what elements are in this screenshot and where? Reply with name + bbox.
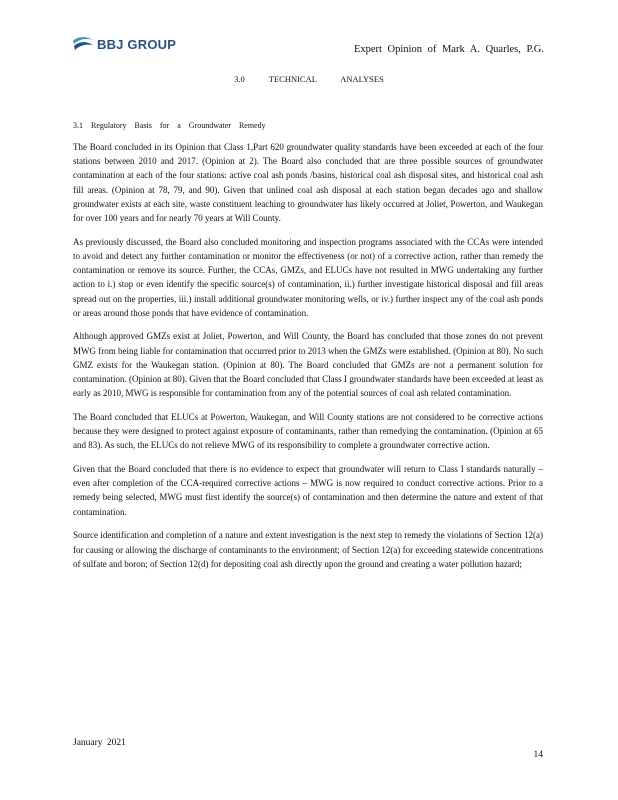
paragraph: Although approved GMZs exist at Joliet, Powerton, and Will County, the Board has concluded that those zones do not prevent MWG from being liable for contamination that occurred prior to 2013 when the GMZs were established. (Opinion at 80). No such GMZ exists for the Waukegan station. (Opinion at 80). The Board concluded that GMZs are not a permanent solution for contamination. (Opinion at 80). Given that the Board concluded that Class I groundwater standards have been exceeded at least as early as 2010, MWG is responsible for contamination from any of the potential sources of coal ash related contamination. <box>73 331 543 399</box>
paragraph: The Board concluded that ELUCs at Powerton, Waukegan, and Will County stations are not considered to be corrective actions because they were designed to protect against exposure of contaminants, rather than remedying the contamination. (Opinion at 65 and 83). As such, the ELUCs do not relieve MWG of its responsibility to complete a groundwater corrective action. <box>73 411 543 451</box>
company-logo <box>72 36 176 52</box>
document-body <box>73 140 543 580</box>
paragraph: The Board concluded in its Opinion that Class 1,Part 620 groundwater quality standards have been exceeded at each of the four stations between 2010 and 2017. (Opinion at 2). The Board also concluded that are three possible sources of groundwater contamination at each of the four stations: active coal ash ponds /basins, historical coal ash disposal sites, and historical coal ash fill areas. (Opinion at 78, 79, and 90). Given that unlined coal ash disposal at each station began decades ago and shallow groundwater exists at each site, waste constituent leaching to groundwater has likely occurred at Joliet, Powerton, and Waukegan for over 100 years and for nearly 70 years at Will County. <box>73 142 543 224</box>
paragraph: Source identification and completion of a nature and extent investigation is the next step to remedy the violations of Section 12(a) for causing or allowing the discharge of contaminants to the environment; of Section 12(a) for exceeding statewide concentrations of sulfate and boron; of Section 12(d) for depositing coal ash directly upon the ground and creating a water pollution hazard; <box>73 530 543 569</box>
logo-text: BBJ GROUP <box>97 36 177 52</box>
document-title: Expert Opinion of Mark A. Quarles, P.G. <box>353 44 544 55</box>
paragraph: Given that the Board concluded that there is no evidence to expect that groundwater will return to Class I standards naturally – even after completion of the CCA-required corrective actions – MWG is now required to conduct corrective actions. Prior to a remedy being selected, MWG must first identify the source(s) of contamination and then determine the nature and extent of that contamination. <box>73 464 543 517</box>
subsection-title: 3.1 Regulatory Basis for a Groundwater Remedy <box>73 121 266 130</box>
footer-date: January 2021 <box>73 738 126 748</box>
paragraph: As previously discussed, the Board also concluded monitoring and inspection programs associated with the CCAs were intended to avoid and detect any further contamination or monitor the effectiveness (or not) of a corrective action, rather than remedy the contamination or remove its source. Further, the CCAs, GMZs, and ELUCs have not resulted in MWG undertaking any further action to i.) stop or even identify the specific source(s) of contamination, ii.) further investigate historical disposal and fill areas spread out on the properties, iii.) install additional groundwater monitoring wells, or iv.) further inspect any of the coal ash ponds or areas around those ponds that have evidence of contamination. <box>73 236 543 318</box>
section-title: 3.0 TECHNICAL ANALYSES <box>234 74 384 84</box>
bbj-swoosh-icon <box>72 36 94 52</box>
page-number: 14 <box>533 750 543 760</box>
